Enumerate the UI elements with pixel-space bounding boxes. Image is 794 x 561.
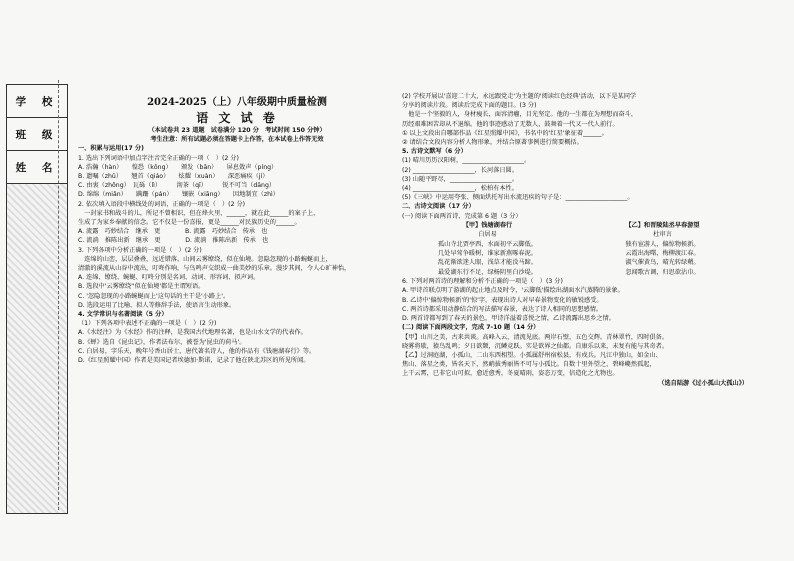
question-line: C. 白居易，字乐天，晚年号香山居士，唐代著名诗人，他的作品有《钱塘湖春行》等。 <box>78 347 316 355</box>
section-title: 二、古诗文阅读（17 分） <box>402 203 475 211</box>
question-line: D. 绵绵（miǎn） 蹒跚（pán） 镶嵌（xiāng） 因地制宜（zhì） <box>78 191 279 199</box>
poem-line: 淑气催黄鸟，晴光转绿蘋。 <box>625 259 700 267</box>
name-label: 姓 名 <box>7 151 67 184</box>
poem-a <box>402 221 573 277</box>
question-line: 4. 文学常识与名著阅读（5 分） <box>78 311 168 319</box>
question-line: 分享的阅读片段。阅读后完成下面的题目。(3 分) <box>402 102 537 110</box>
poem-line: 几处早莺争暖树，谁家新燕啄春泥。 <box>438 250 537 258</box>
question-line: (2) 学校开展以'喜迎二十大，永远跟党走'为主题的'阅读红色经典'活动，以下是某同学 <box>402 93 637 100</box>
question-line: 连绵的山峦，层层叠叠，远近错落。山间云雾缭绕，似在仙境。忽隐忽现的小路蜿蜒而上， <box>78 255 332 263</box>
passage-line: 焦山、落星之类，皆名天下，然峭拔秀丽皆不可与小孤比。自数十里外望之，碧峰巉然孤起， <box>402 361 656 369</box>
exam-note: （本试卷共 23 道题 试卷满分 120 分 考试时间 150 分钟） <box>148 127 326 134</box>
poems <box>402 221 748 277</box>
question-line: 生成了为家乡奉献的信念。它不仅是一份喜报，更是______对民族历史的______。 <box>78 219 301 227</box>
question-line: 6. 下列对两首诗的理解和分析不正确的一项是（ ）(3 分) <box>402 278 563 286</box>
question-line: 历经艰难困苦却从不退缩。他的事迹感动了无数人，鼓舞着一代又一代人前行。 <box>402 120 619 128</box>
poem-a-title: 【甲】钱塘湖春行 <box>462 221 513 229</box>
question-line: (5)《三峡》中运用夸张、侧面烘托写出水流迅疾的句子是：____________________。 <box>402 194 634 202</box>
question-line: ② 请结合文段内容分析人物形象，并结合原著事例进行简要概括。 <box>402 139 583 147</box>
passage-line: 【甲】山川之美，古来共谈。高峰入云，清流见底。两岸石壁，五色交辉。青林翠竹，四时俱备。 <box>402 333 669 341</box>
question-line: C. '忽隐忽现的小路蜿蜒而上'这句话的主干是'小路上'。 <box>78 292 230 300</box>
question-line: B. 乙诗中'偏惊物候新'的'惊'字，表现出诗人对早春景物变化的敏锐感受。 <box>402 296 603 304</box>
class-label: 班 级 <box>7 118 67 151</box>
poem-line: 孤山寺北贾亭西，水面初平云脚低。 <box>438 240 537 248</box>
question-line: 一封家书和战斗的儿，所记不曾相识，但在烽火里，______，就在此______的案子上， <box>78 209 320 217</box>
question-line: 清澈的溪流从山谷中流出，叮咚作响，与鸟鸣声交织成一曲美妙的乐章。漫步其间，令人心旷神怡， <box>78 265 351 273</box>
exam-notice: 考生注意：所有试题必须在答题卡上作答，在本试卷上作答无效 <box>150 136 324 144</box>
poem-b-author: 杜审言 <box>653 231 672 239</box>
question-line: A. 浩瀚（hàn） 惶恐（kǒng） 颁发（bān） 屏息敛声（píng） <box>78 163 278 171</box>
poem-line: 忽闻歌古调，归思欲沾巾。 <box>625 268 700 276</box>
question-line: 1. 选出下列词语中加点字注音完全正确的一项（ ）(2 分) <box>78 154 239 162</box>
question-line: (2) ____________________，长河落日圆。 <box>402 166 518 174</box>
question-line: A. 流露 巧妙结合 继承 更 B. 流露 巧妙结合 传承 也 <box>78 228 268 236</box>
poem-line: 云霞出海曙，梅柳渡江春。 <box>625 250 700 258</box>
right-column <box>402 92 748 388</box>
question-line: A. 连绵、缭绕、蜿蜒、叮咚分别是名词、动词、形容词、拟声词。 <box>78 274 260 282</box>
question-line: B.《蝉》选自《昆虫记》，作者法布尔，被誉为'昆虫的荷马'。 <box>78 338 246 346</box>
question-line: A.《水经注》为《水经》作的注释，是我国古代地理名著，也是山水文学的代表作。 <box>78 329 307 337</box>
question-line: 3. 下列各项中分析正确的一项是（ ）(2 分) <box>78 246 202 254</box>
question-line: (1) 晴川历历汉阳树，____________________。 <box>402 157 531 165</box>
section-title: (二) 阅读下面两段文字，完成 7-10 题（14 分） <box>402 324 540 332</box>
question-line: 他是一个坚毅的人，身材瘦长，面容清癯，目光坚定。他的一生都在为理想而奋斗， <box>402 111 638 119</box>
poem-line: 最爱湖东行不足，绿杨阴里白沙堤。 <box>438 268 537 276</box>
question-line: C. 由衷（zhōng） 瓦砾（lì） 沏茶（qī） 锐不可当（dāng） <box>78 182 276 190</box>
left-column <box>78 90 396 365</box>
passage-line: 【乙】过洞庭湖，小孤山，二山东西相望。小孤属舒州宿松县，有戍兵。凡江中独山，如金山、 <box>402 351 662 359</box>
poem-b <box>577 221 748 277</box>
question-line: D. 两首诗都写到了春天的景色，甲诗洋溢着喜悦之情，乙诗流露出思乡之情。 <box>402 315 615 323</box>
question-line: B. 选段中'云雾缭绕''似在仙境'都是主谓短语。 <box>78 283 205 291</box>
section-title: 一、积累与运用(17 分) <box>78 145 144 153</box>
exam-subtitle: 语 文 试 卷 <box>196 111 278 125</box>
question-line: (3) 山随平野尽，____________________。 <box>402 175 518 183</box>
binding-line <box>58 80 65 510</box>
question-line: A. 甲诗首联点明了游湖的起止地点及时令，'云脚低'描绘出湖面水汽蒸腾的景象。 <box>402 287 624 295</box>
question-line: 5. 古诗文默写（6 分） <box>402 148 467 156</box>
passage-source: （选自陆游《过小孤山大孤山》） <box>658 379 748 387</box>
question-line: C. 流淌 推陈出新 继承 更 D. 流淌 推陈出新 传承 也 <box>78 237 269 245</box>
question-line: (4) ____________________，松柏有本性。 <box>402 185 518 193</box>
question-line: D. 选段运用了比喻、拟人等修辞手法，使语言生动形象。 <box>78 301 236 309</box>
poem-line: 独有宦游人，偏惊物候新。 <box>625 240 700 248</box>
passage-line: 晓雾将歇，猿鸟乱鸣；夕日欲颓，沉鳞竞跃。实是欲界之仙都。自康乐以来，未复有能与其奇者。 <box>402 342 669 350</box>
question-line: D.《红星照耀中国》作者是美国记者埃德加·斯诺，记录了他在陕北苏区的所见所闻。 <box>78 357 310 365</box>
exam-title: 2024-2025（上）八年级期中质量检测 <box>147 97 327 108</box>
question-line: ① 以上文段出自哪部作品《红星照耀中国》，书名中的'红星'象征着______。 <box>402 129 608 137</box>
question-line: 2. 依次填入语段中横线处的词语，正确的一项是（ ）(2 分) <box>78 200 246 208</box>
passage-line: 上干云霄，已非它山可拟，愈近愈秀，冬夏晴雨，姿态万变，信造化之尤物也。 <box>402 370 619 378</box>
question-line: B. 遗嘱（zhǔ） 翘首（qiáo） 炫耀（xuàn） 深恶痛疾（jí） <box>78 173 269 181</box>
question-line: C. 两首诗都采用动静结合的写法描写春景，表达了诗人相同的思想感情。 <box>402 305 603 313</box>
school-label: 学 校 <box>7 85 67 118</box>
poem-a-author: 白居易 <box>478 231 497 239</box>
poem-b-title: 【乙】和晋陵陆丞早春游望 <box>625 221 700 229</box>
question-line: (一) 阅读下面两首诗，完成第 6 题（3 分） <box>402 212 522 220</box>
question-line: （1）下列各项中表述不正确的一项是（ ）(2 分) <box>78 320 217 328</box>
poem-line: 乱花渐欲迷人眼，浅草才能没马蹄。 <box>438 259 537 267</box>
